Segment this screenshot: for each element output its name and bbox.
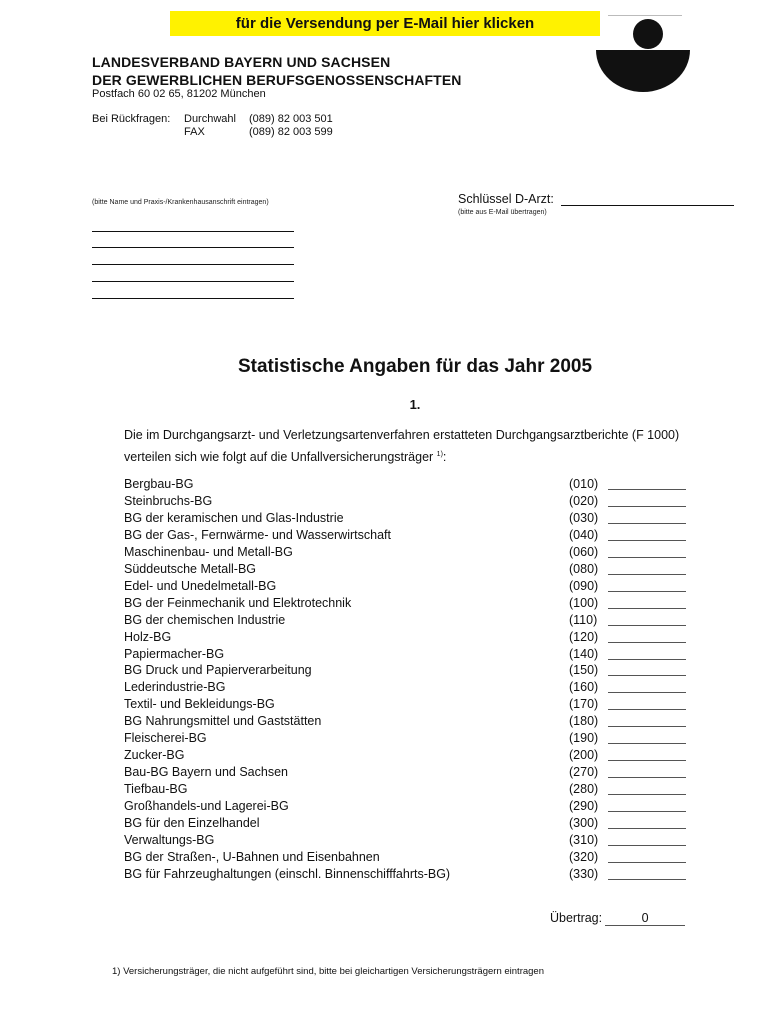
- row-label: Bergbau-BG: [124, 477, 194, 491]
- section-number: 1.: [409, 397, 421, 412]
- row-value-field[interactable]: [608, 608, 686, 609]
- row-code: (160): [569, 680, 599, 695]
- row-label: Lederindustrie-BG: [124, 680, 226, 695]
- uebertrag-value[interactable]: 0: [605, 912, 685, 926]
- page-title: Statistische Angaben für das Jahr 2005: [237, 356, 593, 377]
- row-value-field[interactable]: [608, 726, 686, 727]
- row-value-field[interactable]: [608, 709, 686, 710]
- footnote: 1) Versicherungsträger, die nicht aufgeführt sind, bitte bei gleichartigen Versicherungsträgern eintragen: [112, 966, 544, 977]
- intro-line-1: Die im Durchgangsarzt- und Verletzungsartenverfahren erstatteten Durchgangsarztberichte (F 1000): [124, 428, 680, 442]
- address-field-4[interactable]: [92, 281, 294, 282]
- row-value-field[interactable]: [608, 523, 686, 524]
- row-label: BG der chemischen Industrie: [124, 612, 286, 627]
- schluessel-hint: (bitte aus E-Mail übertragen): [458, 209, 547, 216]
- row-code: (030): [569, 510, 599, 525]
- row-code: (320): [569, 849, 599, 864]
- row-code: (200): [569, 748, 599, 763]
- row-code: (290): [569, 799, 599, 814]
- fax-number: (089) 82 003 599: [249, 126, 333, 138]
- row-label: BG Nahrungsmittel und Gaststätten: [124, 714, 322, 729]
- row-code: (330): [569, 866, 599, 881]
- row-label: Holz-BG: [124, 629, 172, 644]
- row-code: (280): [569, 782, 599, 797]
- row-code: (120): [569, 629, 599, 644]
- row-code: (100): [569, 595, 599, 610]
- footnote-ref: 1): [436, 451, 443, 458]
- row-label: Textil- und Bekleidungs-BG: [124, 697, 275, 712]
- row-value-field[interactable]: [608, 625, 686, 626]
- organization-line-1: LANDESVERBAND BAYERN UND SACHSEN: [92, 54, 391, 70]
- schluessel-label: Schlüssel D-Arzt:: [458, 192, 554, 206]
- row-value-field[interactable]: [608, 540, 686, 541]
- row-label: Süddeutsche Metall-BG: [124, 561, 257, 576]
- row-label: Steinbruchs-BG: [124, 493, 213, 508]
- row-label: BG der Gas-, Fernwärme- und Wasserwirtschaft: [124, 527, 391, 542]
- row-label: Verwaltungs-BG: [124, 832, 215, 847]
- row-value-field[interactable]: [608, 794, 686, 795]
- row-value-field[interactable]: [608, 811, 686, 812]
- row-label: BG für Fahrzeughaltungen (einschl. Binnenschifffahrts-BG): [124, 866, 451, 881]
- row-code: (180): [569, 714, 599, 729]
- row-label: Bau-BG Bayern und Sachsen: [124, 765, 288, 780]
- row-value-field[interactable]: [608, 642, 686, 643]
- row-code: (310): [569, 832, 599, 847]
- row-code: (040): [569, 527, 599, 542]
- row-label: Papiermacher-BG: [124, 646, 225, 661]
- intro-colon: :: [442, 450, 447, 465]
- address-field-2[interactable]: [92, 247, 294, 248]
- row-code: (060): [569, 544, 599, 559]
- row-code: (010): [569, 477, 599, 491]
- row-label: BG Druck und Papierverarbeitung: [124, 663, 312, 678]
- row-value-field[interactable]: [608, 777, 686, 778]
- row-code: (140): [569, 646, 599, 661]
- row-label: BG der Straßen-, U-Bahnen und Eisenbahnen: [124, 849, 380, 864]
- intro-line-2: [124, 445, 679, 467]
- row-label: BG für den Einzelhandel: [124, 816, 260, 830]
- row-value-field[interactable]: [608, 760, 686, 761]
- row-code: (150): [569, 663, 599, 678]
- row-label: Fleischerei-BG: [124, 731, 207, 746]
- phone-number: (089) 82 003 501: [249, 113, 333, 125]
- email-send-button[interactable]: für die Versendung per E-Mail hier klicken: [170, 11, 600, 36]
- schluessel-input[interactable]: [561, 205, 734, 206]
- row-code: (020): [569, 493, 599, 508]
- row-label: Edel- und Unedelmetall-BG: [124, 578, 277, 593]
- row-value-field[interactable]: [608, 659, 686, 660]
- row-code: (190): [569, 731, 599, 746]
- organization-line-2: DER GEWERBLICHEN BERUFSGENOSSENSCHAFTEN: [92, 72, 462, 88]
- phone-label: Durchwahl: [184, 113, 236, 125]
- row-label: Großhandels-und Lagerei-BG: [124, 799, 289, 814]
- row-code: (090): [569, 578, 599, 593]
- row-value-field[interactable]: [608, 743, 686, 744]
- uebertrag-label: Übertrag:: [550, 911, 603, 925]
- address-field-5[interactable]: [92, 298, 294, 299]
- row-value-field[interactable]: [608, 675, 686, 676]
- contact-label: Bei Rückfragen:: [92, 113, 171, 125]
- row-code: (300): [569, 816, 599, 830]
- row-value-field[interactable]: [608, 591, 686, 592]
- organization-logo: [592, 18, 694, 92]
- row-value-field[interactable]: [608, 557, 686, 558]
- row-code: (170): [569, 697, 599, 712]
- organization-address: Postfach 60 02 65, 81202 München: [92, 88, 266, 100]
- row-value-field[interactable]: [608, 828, 686, 829]
- row-value-field[interactable]: [608, 879, 686, 880]
- row-label: Maschinenbau- und Metall-BG: [124, 544, 293, 559]
- row-value-field[interactable]: [608, 862, 686, 863]
- row-value-field[interactable]: [608, 845, 686, 846]
- logo-rule: [608, 15, 682, 16]
- row-label: BG der keramischen und Glas-Industrie: [124, 510, 344, 525]
- row-value-field[interactable]: [608, 574, 686, 575]
- row-value-field[interactable]: [608, 692, 686, 693]
- row-code: (080): [569, 561, 599, 576]
- intro-text: [124, 426, 679, 467]
- organization-name: [92, 53, 461, 89]
- fax-label: FAX: [184, 126, 205, 138]
- address-hint: (bitte Name und Praxis-/Krankenhausanschrift eintragen): [92, 199, 269, 206]
- row-label: Tiefbau-BG: [124, 782, 188, 797]
- address-field-3[interactable]: [92, 264, 294, 265]
- row-label: BG der Feinmechanik und Elektrotechnik: [124, 595, 352, 610]
- row-value-field[interactable]: [608, 489, 686, 490]
- row-code: (110): [569, 612, 598, 627]
- row-value-field[interactable]: [608, 506, 686, 507]
- uebertrag: [550, 911, 685, 926]
- address-field-1[interactable]: [92, 231, 294, 232]
- row-code: (270): [569, 765, 599, 780]
- intro-line-2-text: verteilen sich wie folgt auf die Unfallversicherungsträger: [124, 450, 434, 465]
- row-label: Zucker-BG: [124, 748, 185, 763]
